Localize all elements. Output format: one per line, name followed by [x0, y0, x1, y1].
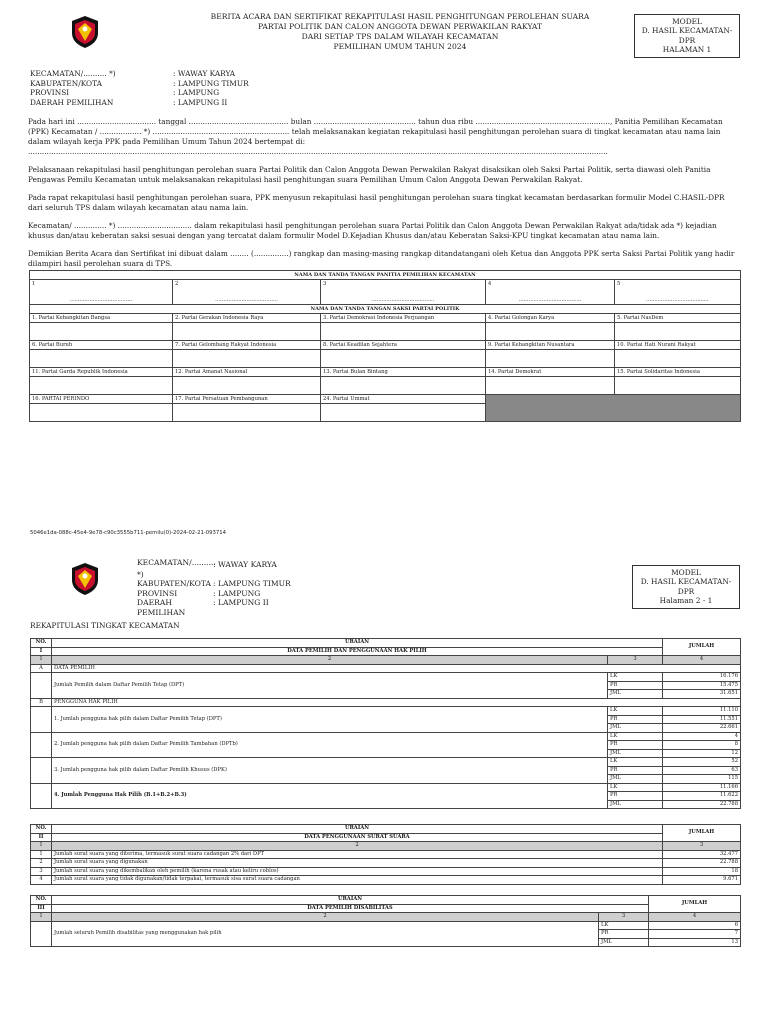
table-row: 2 Jumlah surat suara yang digunakan 22.788 — [31, 859, 741, 868]
saksi-signature-cell[interactable] — [321, 404, 486, 422]
party-label: 6. Partai Buruh — [30, 341, 173, 350]
row-label: 2. Jumlah pengguna hak pilih dalam Daftar Pemilih Tambahan (DPTb) — [52, 732, 608, 758]
region-info-page2: KECAMATAN/.......... : WAWAY KARYA *) KABUPATEN/KOTA : LAMPUNG TIMUR PROVINSI : LAMPUNG DAERAH PEMILIHAN : LAMPUNG II — [137, 558, 291, 617]
saksi-signature-cell[interactable] — [615, 377, 741, 395]
kpu-logo — [70, 15, 100, 49]
saksi-signature-cell[interactable] — [321, 350, 486, 368]
saksi-signature-cell[interactable] — [30, 350, 173, 368]
party-label: 13. Partai Bulan Bintang — [321, 368, 486, 377]
party-label: 3. Partai Demokrasi Indonesia Perjuangan — [321, 314, 486, 323]
party-label: 10. Partai Hati Nurani Rakyat — [615, 341, 741, 350]
title-line: DARI SETIAP TPS DALAM WILAYAH KECAMATAN — [301, 32, 499, 41]
party-label: 9. Partai Kebangkitan Nusantara — [486, 341, 615, 350]
region-info — [30, 69, 249, 107]
row-label: Jumlah seluruh Pemilih disabilitas yang menggunakan hak pilih — [52, 921, 599, 947]
info-row: KABUPATEN/KOTA : LAMPUNG TIMUR — [30, 78, 249, 88]
model-box: MODEL D. HASIL KECAMATAN-DPR HALAMAN 1 — [634, 14, 740, 58]
party-label: 4. Partai Golongan Karya — [486, 314, 615, 323]
row-label: 3. Jumlah pengguna hak pilih dalam Daftar Pemilih Khusus (DPK) — [52, 758, 608, 784]
document-title — [150, 12, 650, 52]
party-label: 1. Partai Kebangkitan Bangsa — [30, 314, 173, 323]
party-label: 24. Partai Ummat — [321, 395, 486, 404]
model-box-page2: MODEL D. HASIL KECAMATAN-DPR Halaman 2 - 1 — [632, 565, 740, 609]
value-cell: 4 — [663, 732, 741, 741]
signature-table — [29, 270, 741, 422]
rekap-title: REKAPITULASI TINGKAT KECAMATAN — [30, 621, 180, 630]
saksi-signature-header: NAMA DAN TANDA TANGAN SAKSI PARTAI POLITIK — [30, 305, 741, 314]
table-data-pemilih: NO. URAIAN JUMLAH I DATA PEMILIH DAN PENGGUNAAN HAK PILIH 1 2 3 4 A DATA PEMILIH Jumlah Pemilih dalam Daftar Pemilih Tetap (DPT) LK 16.176 PR 15.475 JML 31.651 B PENGGUNA HAK PILIH 1. Jumlah pengguna hak pilih dalam Daftar Pemilih Tetap (DPT) LK 11.110 PR 11.551 JML 22.661 2. Jumlah pengguna hak pilih dalam Daftar Pemilih Tambahan (DPTb) LK 4 PR 8 JML 12 3. Jumlah pengguna hak pilih dalam Daftar Pemilih Khusus (DPK) LK 52 PR 63 JML 115 4. Jumlah Pengguna Hak Pilih (B.1+B.2+B.3) LK 11.166 PR 11.622 JML 22.788 — [30, 638, 741, 809]
value-cell: 8 — [663, 741, 741, 750]
party-label: 15. Partai Solidaritas Indonesia — [615, 368, 741, 377]
saksi-signature-cell[interactable] — [321, 323, 486, 341]
saksi-signature-cell[interactable] — [173, 377, 321, 395]
saksi-signature-cell[interactable] — [486, 350, 615, 368]
value-cell: 15.475 — [663, 681, 741, 690]
row-label: 1. Jumlah pengguna hak pilih dalam Daftar Pemilih Tetap (DPT) — [52, 707, 608, 733]
saksi-signature-cell[interactable] — [30, 404, 173, 422]
party-label: 5. Partai NasDem — [615, 314, 741, 323]
row-label: 4. Jumlah Pengguna Hak Pilih (B.1+B.2+B.3) — [52, 783, 608, 809]
ppk-signature-header: NAMA DAN TANDA TANGAN PANITIA PEMILIHAN KECAMATAN — [30, 271, 741, 280]
saksi-signature-cell[interactable] — [30, 323, 173, 341]
party-label: 11. Partai Garda Republik Indonesia — [30, 368, 173, 377]
value-cell: 7 — [649, 930, 741, 939]
empty-gray-block — [486, 395, 741, 422]
ppk-signature-cell[interactable]: 5 ...................................... — [615, 280, 741, 305]
document-id: 5046e1da-088c-45e4-9e78-c90c3555b711-pemilu(0)-2024-02-21-093714 — [30, 530, 226, 536]
saksi-signature-cell[interactable] — [30, 377, 173, 395]
info-row: PROVINSI : LAMPUNG — [30, 88, 220, 97]
ppk-signature-cell[interactable]: 2 ...................................... — [173, 280, 321, 305]
ppk-signature-cell[interactable]: 1 ...................................... — [30, 280, 173, 305]
value-cell: 13 — [649, 938, 741, 947]
section-label: PENGGUNA HAK PILIH — [52, 698, 741, 707]
title-line: PEMILIHAN UMUM TAHUN 2024 — [333, 42, 467, 51]
party-label: 12. Partai Amanat Nasional — [173, 368, 321, 377]
value-cell: 31.651 — [663, 690, 741, 699]
kpu-logo — [70, 562, 100, 596]
saksi-signature-cell[interactable] — [173, 404, 321, 422]
body-text — [28, 117, 740, 277]
table-row: 1 Jumlah surat suara yang diterima, termasuk surat suara cadangan 2% dari DPT 32.477 — [31, 850, 741, 859]
saksi-signature-cell[interactable] — [321, 377, 486, 395]
table-pemilih-disabilitas: NO. URAIAN JUMLAH III DATA PEMILIH DISABILITAS 1 2 3 4 Jumlah seluruh Pemilih disabilitas yang menggunakan hak pilih LK 6 PR 7 JML 13 — [30, 895, 741, 947]
title-line: BERITA ACARA DAN SERTIFIKAT REKAPITULASI HASIL PENGHITUNGAN PEROLEHAN SUARA — [210, 12, 590, 21]
party-label: 7. Partai Gelombang Rakyat Indonesia — [173, 341, 321, 350]
saksi-signature-cell[interactable] — [486, 377, 615, 395]
saksi-signature-cell[interactable] — [615, 350, 741, 368]
value-cell: 6 — [649, 921, 741, 930]
value-cell: 22.788 — [663, 800, 741, 809]
paragraph: Pelaksanaan rekapitulasi hasil penghitungan perolehan suara Partai Politik dan Calon Anggota Dewan Perwakilan Rakyat disaksikan oleh Saksi Partai Politik, serta diawasi oleh Panitia Pengawas Pemilu Kecamatan untuk melaksanakan rekapitulasi hasil penghitungan suara Pemilihan Umum Calon Anggota Dewan Perwakilan Rakyat. — [28, 165, 711, 184]
saksi-signature-cell[interactable] — [486, 323, 615, 341]
party-label: 14. Partai Demokrat — [486, 368, 615, 377]
value-cell: 22.661 — [663, 724, 741, 733]
paragraph: Demikian Berita Acara dan Sertifikat ini dibuat dalam ........ (...............) rangkap dan masing-masing rangkap ditandatangani oleh Ketua dan Anggota PPK serta Saksi Partai Politik yang hadir dilampiri hasil perolehan suara di TPS. — [28, 249, 735, 268]
value-cell: 12 — [663, 749, 741, 758]
table-row: 4 Jumlah surat suara yang tidak digunakan/tidak terpakai, termasuk sisa surat suara cadangan 9.671 — [31, 876, 741, 885]
value-cell: 11.551 — [663, 715, 741, 724]
info-row: DAERAH PEMILIHAN : LAMPUNG II — [30, 97, 228, 107]
saksi-signature-cell[interactable] — [615, 323, 741, 341]
title-line: PARTAI POLITIK DAN CALON ANGGOTA DEWAN PERWAKILAN RAKYAT — [257, 22, 543, 31]
ppk-signature-cell[interactable]: 3 ...................................... — [321, 280, 486, 305]
value-cell: 16.176 — [663, 673, 741, 682]
value-cell: 11.110 — [663, 707, 741, 716]
value-cell: 11.166 — [663, 783, 741, 792]
section-label: DATA PEMILIH — [52, 664, 741, 673]
party-label: 16. PARTAI PERINDO — [30, 395, 173, 404]
value-cell: 63 — [663, 766, 741, 775]
party-label: 17. Partai Persatuan Pembangunan — [173, 395, 321, 404]
saksi-signature-cell[interactable] — [173, 323, 321, 341]
party-label: 2. Partai Gerakan Indonesia Raya — [173, 314, 321, 323]
value-cell: 115 — [663, 775, 741, 784]
party-label: 8. Partai Keadilan Sejahtera — [321, 341, 486, 350]
paragraph: Pada rapat rekapitulasi hasil penghitungan perolehan suara, PPK menyusun rekapitulasi hasil penghitungan perolehan suara tingkat kecamatan berdasarkan formulir Model C.HASIL-DPR dari seluruh TPS dalam wilayah kecamatan atau nama lain. — [28, 193, 725, 212]
value-cell: 52 — [663, 758, 741, 767]
table-row: 3 Jumlah surat suara yang dikembalikan oleh pemilih (karena rusak atau keliru coblos) 18 — [31, 867, 741, 876]
info-row: KECAMATAN/.......... *) : WAWAY KARYA — [30, 69, 236, 78]
paragraph: Kecamatan/ .............. *) ................................ dalam rekapitulasi hasil penghitungan perolehan suara Partai Politik dan Calon Anggota Dewan Perwakilan Rakyat ada/tidak ada *) kejadian khusus dan/atau keberatan saksi sesuai dengan yang tercatat dalam formulir Model D.Kejadian Khusus dan/atau Keberatan Saksi-KPU tingkat kecamatan atau nama lain. — [28, 221, 717, 240]
table-surat-suara: NO. URAIAN JUMLAH II DATA PENGGUNAAN SURAT SUARA 1 2 3 1 Jumlah surat suara yang diterima, termasuk surat suara cadangan 2% dari DPT 32.477 2 Jumlah surat suara yang digunakan 22.788 3 Jumlah surat suara yang dikembalikan oleh pemilih (karena rusak atau keliru coblos) 18 4 Jumlah surat suara yang tidak digunakan/tidak terpakai, termasuk sisa surat suara cadangan 9.671 — [30, 824, 741, 885]
row-label: Jumlah Pemilih dalam Daftar Pemilih Tetap (DPT) — [52, 673, 608, 699]
ppk-signature-cell[interactable]: 4 ...................................... — [486, 280, 615, 305]
value-cell: 11.622 — [663, 792, 741, 801]
paragraph: Pada hari ini .................................. tanggal ........................................... bulan ............................................ tahun dua ribu .........................................................., Panitia Pemilihan Kecamatan (PPK) Kecamatan / .................. *) ........................................................... telah melaksanakan kegiatan rekapitulasi hasil penghitungan perolehan suara di tingkat kecamatan atau nama lain dalam wilayah kerja PPK pada Pemilihan Umum Tahun 2024 bertempat di: .......................................................................................................................................................................................................................................................... — [28, 117, 723, 156]
saksi-signature-cell[interactable] — [173, 350, 321, 368]
